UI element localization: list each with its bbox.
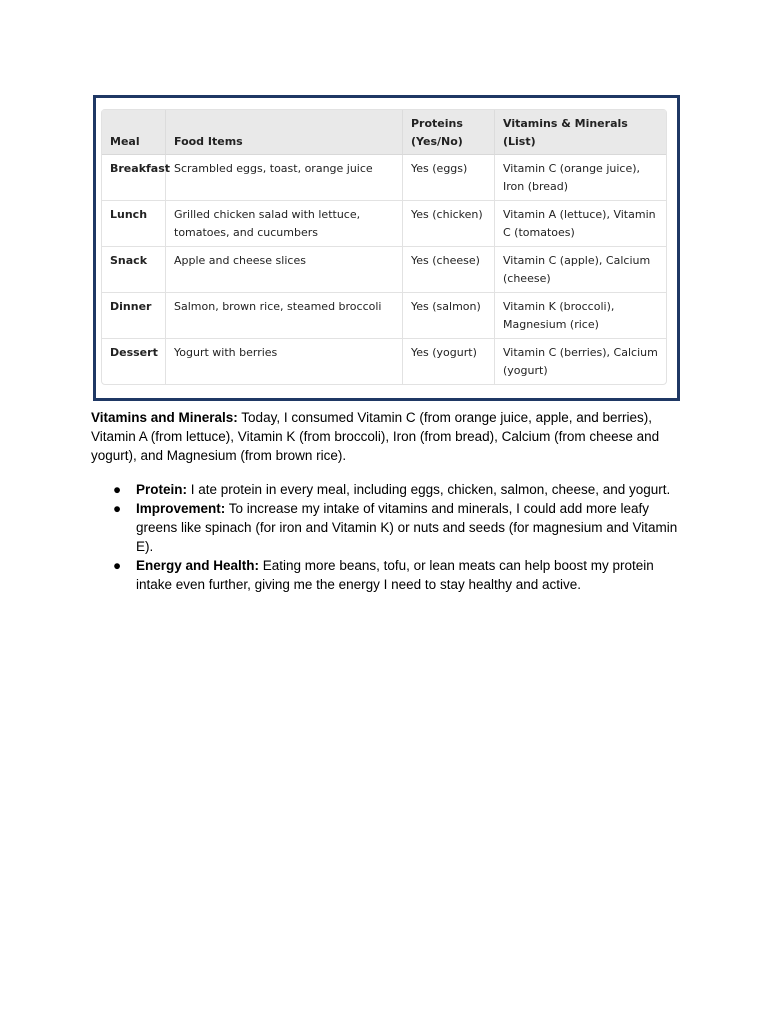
food-cell: Apple and cheese slices: [166, 247, 403, 293]
header-meal: Meal: [102, 110, 166, 155]
table-row: [102, 293, 666, 339]
food-cell: Yogurt with berries: [166, 339, 403, 384]
bullet-label: Improvement:: [136, 501, 226, 516]
vitamins-cell: Vitamin C (apple), Calcium (cheese): [495, 247, 666, 293]
meal-table-image-frame: [93, 95, 680, 401]
list-item: [91, 480, 691, 499]
table-header-row: [102, 110, 666, 155]
vitamins-cell: Vitamin A (lettuce), Vitamin C (tomatoes): [495, 201, 666, 247]
table-row: [102, 247, 666, 293]
meal-cell: Dinner: [102, 293, 166, 339]
vitamins-cell: Vitamin C (orange juice), Iron (bread): [495, 155, 666, 201]
meal-cell: Lunch: [102, 201, 166, 247]
header-vitamins: Vitamins & Minerals (List): [495, 110, 666, 155]
list-item: [91, 499, 691, 556]
bullet-icon: ●: [113, 558, 122, 573]
list-item: [91, 556, 691, 594]
reflection-list: [91, 480, 691, 594]
bullet-text: I ate protein in every meal, including eggs, chicken, salmon, cheese, and yogurt.: [187, 482, 671, 497]
bullet-icon: ●: [113, 501, 122, 516]
vitamins-summary-paragraph: [91, 408, 691, 465]
meal-cell: Snack: [102, 247, 166, 293]
proteins-cell: Yes (yogurt): [403, 339, 495, 384]
meal-table: [101, 109, 667, 385]
header-food-items: Food Items: [166, 110, 403, 155]
meal-cell: Breakfast: [102, 155, 166, 201]
summary-text: Today, I consumed Vitamin C (from orange juice, apple, and berries), Vitamin A (from lettuce), Vitamin K (from broccoli), Iron (from bread), Calcium (from cheese and yogurt), and Magnesium (from brown rice).: [91, 410, 660, 463]
proteins-cell: Yes (cheese): [403, 247, 495, 293]
bullet-label: Energy and Health:: [136, 558, 260, 573]
header-proteins: Proteins (Yes/No): [403, 110, 495, 155]
meal-cell: Dessert: [102, 339, 166, 384]
proteins-cell: Yes (eggs): [403, 155, 495, 201]
food-cell: Salmon, brown rice, steamed broccoli: [166, 293, 403, 339]
food-cell: Scrambled eggs, toast, orange juice: [166, 155, 403, 201]
bullet-icon: ●: [113, 482, 122, 497]
vitamins-cell: Vitamin C (berries), Calcium (yogurt): [503, 346, 658, 377]
proteins-cell: Yes (chicken): [403, 201, 495, 247]
table-row: [102, 339, 666, 384]
table-row: [102, 155, 666, 201]
summary-label: Vitamins and Minerals:: [91, 410, 238, 425]
bullet-text: Eating more beans, tofu, or lean meats can help boost my protein intake even further, giving me the energy I need to stay healthy and active.: [136, 558, 654, 592]
table-row: [102, 201, 666, 247]
bullet-label: Protein:: [136, 482, 188, 497]
proteins-cell: Yes (salmon): [403, 293, 495, 339]
vitamins-cell: Vitamin K (broccoli), Magnesium (rice): [495, 293, 666, 339]
food-cell: Grilled chicken salad with lettuce, tomatoes, and cucumbers: [166, 201, 403, 247]
bullet-text: To increase my intake of vitamins and minerals, I could add more leafy greens like spinach (for iron and Vitamin K) or nuts and seeds (for magnesium and Vitamin E).: [136, 501, 678, 554]
